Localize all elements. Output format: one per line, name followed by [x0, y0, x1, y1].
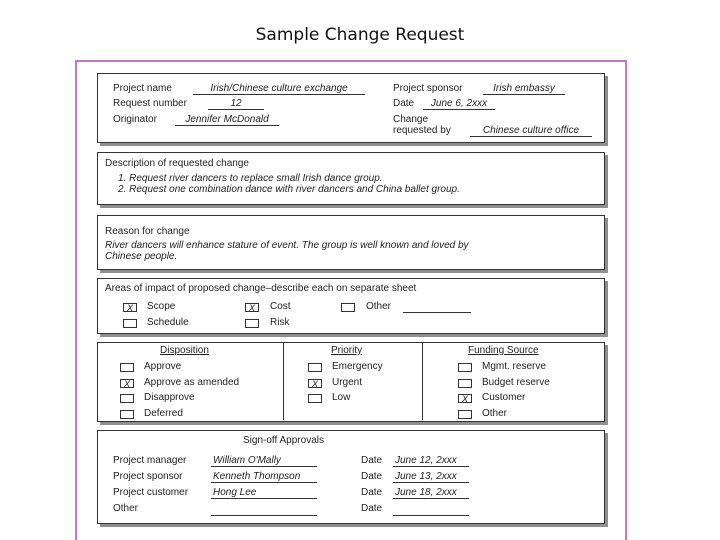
scope-label: Scope	[147, 301, 176, 312]
other-impact-checkbox[interactable]	[341, 303, 355, 312]
cost-label: Cost	[270, 301, 291, 312]
other-impact-line	[403, 312, 471, 313]
other-impact-label: Other	[366, 301, 392, 312]
description-line-1: 1. Request river dancers to replace small Irish dance group.	[118, 173, 383, 184]
ps-name: Kenneth Thompson	[211, 471, 317, 483]
reason-line-1: River dancers will enhance stature of event. The group is well known and loved by	[105, 240, 469, 251]
deferred-label: Deferred	[144, 408, 183, 419]
approve-amended-checkbox[interactable]: X	[120, 379, 134, 388]
approve-amended-label: Approve as amended	[144, 377, 240, 388]
disapprove-label: Disapprove	[144, 392, 195, 403]
emergency-label: Emergency	[332, 361, 383, 372]
approve-checkbox[interactable]	[120, 363, 134, 372]
budget-reserve-checkbox[interactable]	[458, 379, 472, 388]
description-section	[97, 152, 605, 205]
date-value: June 6, 2xxx	[423, 98, 495, 110]
project-name-label: Project name	[113, 83, 172, 94]
low-checkbox[interactable]	[308, 394, 322, 403]
customer-label: Customer	[482, 392, 526, 403]
other-signoff-label: Other	[113, 503, 139, 514]
date-label: Date	[393, 98, 415, 109]
impact-section	[97, 278, 605, 334]
ps-label: Project sponsor	[113, 471, 183, 482]
other-signoff-line	[211, 515, 317, 516]
scope-checkbox[interactable]: X	[123, 303, 137, 312]
other-funding-checkbox[interactable]	[458, 410, 472, 419]
column-divider	[422, 343, 423, 420]
date-label: Date	[361, 455, 383, 466]
customer-checkbox[interactable]: X	[458, 394, 472, 403]
disapprove-checkbox[interactable]	[120, 394, 134, 403]
mgmt-reserve-label: Mgmt. reserve	[482, 361, 546, 372]
pm-label: Project manager	[113, 455, 187, 466]
reason-label: Reason for change	[105, 226, 190, 237]
originator-value: Jennifer McDonald	[175, 114, 279, 126]
low-label: Low	[332, 392, 351, 403]
originator-label: Originator	[113, 114, 157, 125]
pm-name: William O'Mally	[211, 455, 317, 467]
pc-date: June 18, 2xxx	[393, 487, 469, 499]
pc-name: Hong Lee	[211, 487, 317, 499]
request-number-label: Request number	[113, 98, 187, 109]
urgent-label: Urgent	[332, 377, 363, 388]
date-label: Date	[361, 471, 383, 482]
header-section	[97, 73, 605, 143]
risk-checkbox[interactable]	[245, 319, 259, 328]
date-label: Date	[361, 503, 383, 514]
requested-by-label: requested by	[393, 125, 451, 136]
deferred-checkbox[interactable]	[120, 410, 134, 419]
schedule-checkbox[interactable]	[123, 319, 137, 328]
reason-section	[97, 215, 605, 270]
request-number-value: 12	[208, 98, 264, 110]
signoff-header: Sign-off Approvals	[243, 435, 324, 446]
project-sponsor-value: Irish embassy	[483, 83, 565, 95]
cost-checkbox[interactable]: X	[245, 303, 259, 312]
change-requested-by-value: Chinese culture office	[470, 125, 592, 137]
risk-label: Risk	[270, 317, 290, 328]
urgent-checkbox[interactable]: X	[308, 379, 322, 388]
ps-date: June 13, 2xxx	[393, 471, 469, 483]
funding-header: Funding Source	[468, 345, 539, 356]
signoff-section	[97, 430, 605, 524]
pm-date: June 12, 2xxx	[393, 455, 469, 467]
approve-label: Approve	[144, 361, 182, 372]
schedule-label: Schedule	[147, 317, 189, 328]
project-sponsor-label: Project sponsor	[393, 83, 463, 94]
description-label: Description of requested change	[105, 158, 249, 169]
pc-label: Project customer	[113, 487, 189, 498]
change-label: Change	[393, 114, 429, 125]
page-title: Sample Change Request	[255, 25, 465, 45]
project-name-value: Irish/Chinese culture exchange	[193, 83, 365, 95]
priority-header: Priority	[331, 345, 363, 356]
date-label: Date	[361, 487, 383, 498]
emergency-checkbox[interactable]	[308, 363, 322, 372]
reason-line-2: Chinese people.	[105, 251, 178, 262]
impact-label: Areas of impact of proposed change–describe each on separate sheet	[105, 283, 417, 294]
other-date-line	[393, 515, 469, 516]
form-frame	[75, 60, 627, 540]
description-line-2: 2. Request one combination dance with river dancers and China ballet group.	[118, 184, 460, 195]
budget-reserve-label: Budget reserve	[482, 377, 550, 388]
disposition-section	[97, 342, 605, 422]
disposition-header: Disposition	[160, 345, 209, 356]
mgmt-reserve-checkbox[interactable]	[458, 363, 472, 372]
other-funding-label: Other	[482, 408, 508, 419]
column-divider	[283, 343, 284, 420]
